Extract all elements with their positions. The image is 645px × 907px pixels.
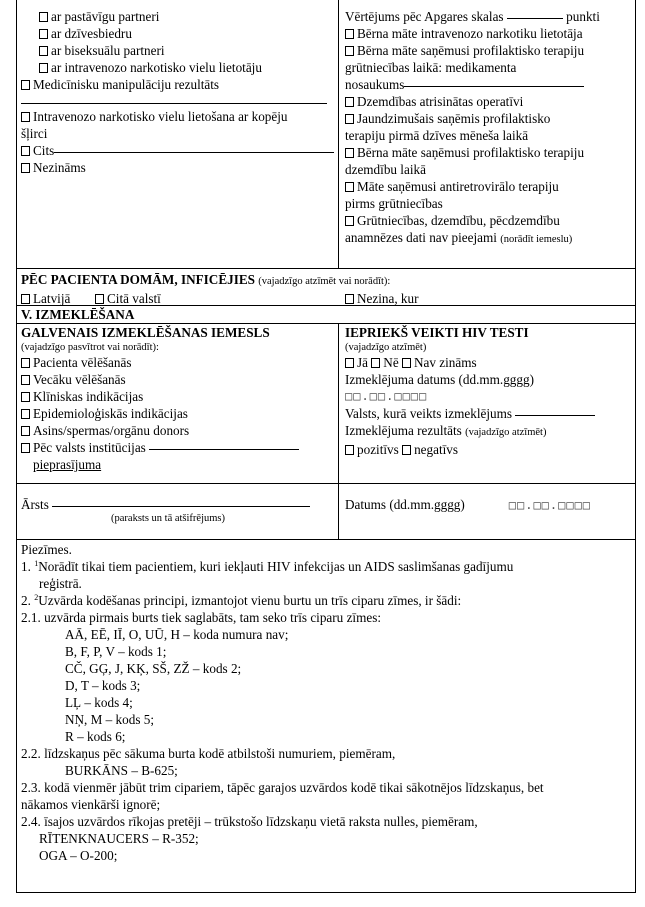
note-2-4: 2.4. īsajos uzvārdos rīkojas pretēji – trūkstošo līdzskaņu vietā raksta nulles, piemēram, xyxy=(21,814,478,829)
checkbox[interactable] xyxy=(345,97,354,107)
test-date-label: Izmeklējuma datums (dd.mm.gggg) xyxy=(345,372,534,387)
mother-prophylaxis-cont: grūtniecības laikā: medikamenta xyxy=(345,60,517,75)
checkbox[interactable] xyxy=(21,409,30,419)
mother-antiretroviral: Māte saņēmusi antiretrovirālo terapiju xyxy=(345,178,633,195)
checkbox[interactable] xyxy=(402,445,411,455)
note-2-3: 2.3. kodā vienmēr jābūt trim cipariem, tāpēc garajos uzvārdos kodē tikai sākotnējos līdzskaņus, bet xyxy=(21,780,544,795)
checkbox[interactable] xyxy=(39,46,48,56)
apgar-fill-line[interactable] xyxy=(507,18,563,19)
form-page xyxy=(16,0,636,893)
checkbox[interactable] xyxy=(21,163,30,173)
note-2-2: 2.2. līdzskaņus pēc sākuma burta kodē atbilstoši numuriem, piemēram, xyxy=(21,746,396,761)
fill-line[interactable] xyxy=(21,93,327,104)
doctor-signature-line[interactable] xyxy=(52,506,310,507)
checkbox[interactable] xyxy=(21,375,30,385)
checkbox[interactable] xyxy=(345,216,354,226)
medication-name: nosaukums xyxy=(345,76,633,93)
checkbox[interactable] xyxy=(21,80,30,90)
checkbox[interactable] xyxy=(21,294,30,304)
mother-antiretroviral-cont: pirms grūtniecības xyxy=(345,196,443,211)
ivdu-shared-syringe: Intravenozo narkotisko vielu lietošana ar kopēju xyxy=(21,108,333,125)
code-rule: CČ, GĢ, J, KĶ, SŠ, ZŽ – kods 2; xyxy=(65,661,242,676)
reason-heading: GALVENAIS IZMEKLĒŠANAS IEMESLS xyxy=(21,325,270,340)
checkbox[interactable] xyxy=(21,443,30,453)
reason-state-request-cont: pieprasījuma xyxy=(33,457,102,472)
code-rule: AĀ, EĒ, IĪ, O, UŪ, H – koda numura nav; xyxy=(65,627,289,642)
doctor-signature-note: (paraksts un tā atšifrējums) xyxy=(111,513,226,524)
section-5-title: V. IZMEKLĒŠANA xyxy=(21,307,135,322)
reason-block xyxy=(21,324,333,473)
checkbox[interactable] xyxy=(39,63,48,73)
institution-fill-line[interactable] xyxy=(149,449,299,450)
newborn-prophylaxis-cont: terapiju pirmā dzīves mēneša laikā xyxy=(345,128,529,143)
note-2-1: 2.1. uzvārda pirmais burts tiek saglabāts, tam seko trīs ciparu zīmes: xyxy=(21,610,381,625)
test-result: Izmeklējuma rezultāts (vajadzīgo atzīmēt) xyxy=(345,423,547,438)
reason-clinical: Klīniskas indikācijas xyxy=(21,388,333,405)
note-2-4-example: OGA – O-200; xyxy=(39,848,118,863)
checkbox[interactable] xyxy=(345,445,354,455)
reason-epidemiological: Epidemioloģiskās indikācijas xyxy=(21,405,333,422)
divider xyxy=(17,483,635,484)
left-column xyxy=(21,8,333,176)
partner-bisexual: ar biseksuālu partneri xyxy=(21,42,333,59)
reason-note: (vajadzīgo pasvītrot vai norādīt): xyxy=(21,342,159,353)
checkbox[interactable] xyxy=(345,148,354,158)
code-rule: LĻ – kods 4; xyxy=(65,695,133,710)
note-1-cont: reģistrā. xyxy=(39,576,82,591)
checkbox[interactable] xyxy=(345,46,354,56)
checkbox[interactable] xyxy=(39,29,48,39)
right-column xyxy=(345,8,633,248)
unknown-option: Nezināms xyxy=(21,159,333,176)
reason-parents: Vecāku vēlēšanās xyxy=(21,371,333,388)
partner-spouse: ar dzīvesbiedru xyxy=(21,25,333,42)
reason-donor: Asins/spermas/orgānu donors xyxy=(21,422,333,439)
test-country: Valsts, kurā veikts izmeklējums xyxy=(345,405,633,422)
medication-fill-line[interactable] xyxy=(404,86,584,87)
divider xyxy=(17,268,635,269)
code-rule: R – kods 6; xyxy=(65,729,126,744)
country-fill-line[interactable] xyxy=(515,415,595,416)
note-2-4-example: RĪTENKNAUCERS – R-352; xyxy=(39,831,199,846)
anamnesis-unavailable-cont: anamnēzes dati nav pieejami (norādīt iemeslu) xyxy=(345,230,573,245)
doctor-signature xyxy=(21,496,333,525)
code-rule: D, T – kods 3; xyxy=(65,678,141,693)
checkbox[interactable] xyxy=(345,29,354,39)
checkbox[interactable] xyxy=(21,146,30,156)
code-rule: NŅ, M – kods 5; xyxy=(65,712,155,727)
notes-title: Piezīmes. xyxy=(21,542,72,557)
partner-steady: ar pastāvīgu partneri xyxy=(21,8,333,25)
checkbox[interactable] xyxy=(95,294,104,304)
checkbox[interactable] xyxy=(345,182,354,192)
checkbox[interactable] xyxy=(345,114,354,124)
opt-latvia: Latvijā xyxy=(21,290,70,307)
test-date-input[interactable]: □□.□□.□□□□ xyxy=(345,389,428,403)
checkbox[interactable] xyxy=(345,294,354,304)
ivdu-shared-syringe-cont: šļirci xyxy=(21,126,48,141)
test-result-options: pozitīvs negatīvs xyxy=(345,441,633,458)
checkbox[interactable] xyxy=(402,358,411,368)
opt-other-country: Citā valstī xyxy=(95,290,161,307)
checkbox[interactable] xyxy=(21,358,30,368)
mother-prophylaxis-delivery-cont: dzemdību laikā xyxy=(345,162,426,177)
checkbox[interactable] xyxy=(39,12,48,22)
note-2: 2. $^2$Uzvārda kodēšanas principi, izmantojot vienu burtu un trīs ciparu zīmes, ir šādi: xyxy=(21,593,462,608)
reason-patient: Pacienta vēlēšanās xyxy=(21,354,333,371)
caesarean: Dzemdības atrisinātas operatīvi xyxy=(345,93,633,110)
signature-date-line: Datums (dd.mm.gggg) □□.□□.□□□□ xyxy=(345,497,592,512)
previous-tests-block xyxy=(345,324,633,458)
mother-ivdu: Bērna māte intravenozo narkotiku lietotāja xyxy=(345,25,633,42)
code-rule: B, F, P, V – kods 1; xyxy=(65,644,167,659)
prev-tests-note: (vajadzīgo atzīmēt) xyxy=(345,342,427,353)
apgar-score: Vērtējums pēc Apgares skalas punkti xyxy=(345,9,600,24)
signature-date xyxy=(345,496,633,514)
mother-prophylaxis-pregnancy: Bērna māte saņēmusi profilaktisko terapiju xyxy=(345,42,633,59)
infection-place-heading: PĒC PACIENTA DOMĀM, INFICĒJIES (vajadzīgo atzīmēt vai norādīt): xyxy=(21,272,391,287)
prev-tests-heading: IEPRIEKŠ VEIKTI HIV TESTI xyxy=(345,325,529,340)
anamnesis-unavailable: Grūtniecības, dzemdību, pēcdzemdību xyxy=(345,212,633,229)
opt-unknown-place: Nezina, kur xyxy=(345,290,419,307)
doctor-line: Ārsts xyxy=(21,496,333,513)
prev-tests-options: Jā Nē Nav zināms xyxy=(345,354,633,371)
checkbox[interactable] xyxy=(371,358,380,368)
other-fill-line[interactable] xyxy=(54,152,334,153)
other-option: Cits xyxy=(21,142,333,159)
infection-place-block xyxy=(21,271,633,307)
note-2-3-cont: nākamos vienkārši ignorē; xyxy=(21,797,161,812)
signature-date-input[interactable]: □□.□□.□□□□ xyxy=(508,498,592,512)
note-2-2-example: BURKĀNS – B-625; xyxy=(65,763,178,778)
note-1: 1. $^1$Norādīt tikai tiem pacientiem, kuri iekļauti HIV infekcijas un AIDS saslimšanas gadījumu xyxy=(21,559,514,574)
partner-ivdu: ar intravenozo narkotisko vielu lietotāju xyxy=(21,59,333,76)
checkbox[interactable] xyxy=(345,358,354,368)
notes-block xyxy=(21,541,633,864)
checkbox[interactable] xyxy=(21,392,30,402)
column-divider-top xyxy=(338,0,339,268)
newborn-prophylaxis: Jaundzimušais saņēmis profilaktisko xyxy=(345,110,633,127)
reason-state-request: Pēc valsts institūcijas xyxy=(21,439,333,456)
medical-manipulation: Medicīnisku manipulāciju rezultāts xyxy=(21,76,333,93)
checkbox[interactable] xyxy=(21,426,30,436)
divider xyxy=(17,539,635,540)
checkbox[interactable] xyxy=(21,112,30,122)
mother-prophylaxis-delivery: Bērna māte saņēmusi profilaktisko terapiju xyxy=(345,144,633,161)
column-divider-section5 xyxy=(338,323,339,539)
